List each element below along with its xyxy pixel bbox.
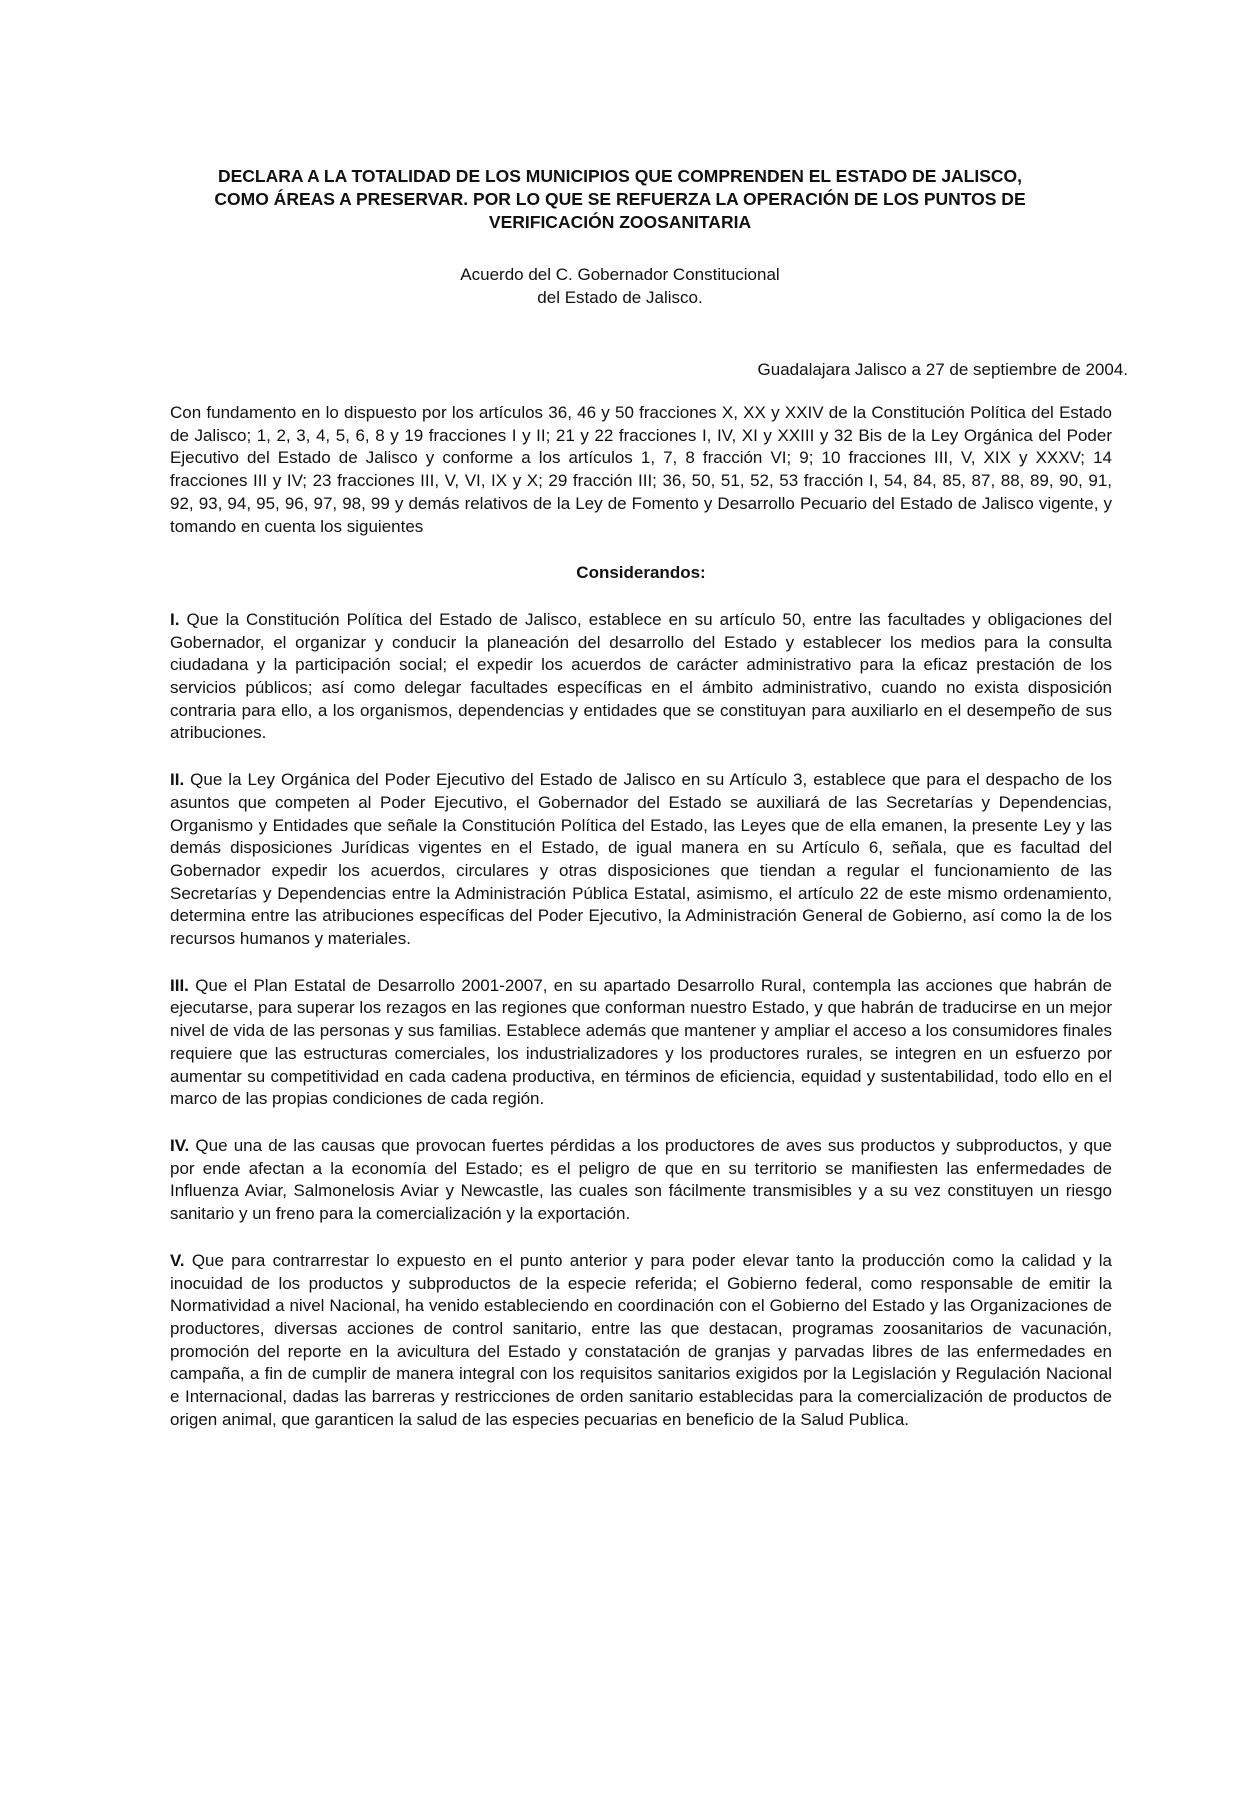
intro-paragraph: Con fundamento en lo dispuesto por los artículos 36, 46 y 50 fracciones X, XX y XXIV de la Constitución Política del Estado de Jalisco; 1, 2, 3, 4, 5, 6, 8 y 19 fracciones I y II; 21 y 22 fracciones I, IV, XI y XXIII y 32 Bis de la Ley Orgánica del Poder Ejecutivo del Estado de Jalisco y conforme a los artículos 1, 7, 8 fracción VI; 9; 10 fracciones III, V, XIX y XXXV; 14 fracciones III y IV; 23 fracciones III, V, VI, IX y X; 29 fracción III; 36, 50, 51, 52, 53 fracción I, 54, 84, 85, 87, 88, 89, 90, 91, 92, 93, 94, 95, 96, 97, 98, 99 y demás relativos de la Ley de Fomento y Desarrollo Pecuario del Estado de Jalisco vigente, y tomando en cuenta los siguientes xyxy=(170,403,1112,536)
section-paragraph xyxy=(170,1250,1112,1432)
subtitle-line-1: Acuerdo del C. Gobernador Constitucional xyxy=(460,265,780,284)
section-paragraph xyxy=(170,609,1112,745)
section-paragraph xyxy=(170,1135,1112,1226)
section-text: Que una de las causas que provocan fuertes pérdidas a los productores de aves sus productos y subproductos, y que por ende afectan a la economía del Estado; es el peligro de que en su territorio se manifiesten las enfermedades de Influenza Aviar, Salmonelosis Aviar y Newcastle, las cuales son fácilmente transmisibles y a su vez constituyen un riesgo sanitario y un freno para la comercialización y la exportación. xyxy=(170,1135,1112,1224)
section-number: V. xyxy=(170,1250,185,1270)
document-subtitle xyxy=(150,263,1090,309)
section-paragraph xyxy=(170,769,1112,951)
section-number: IV. xyxy=(170,1135,190,1155)
section-text: Que el Plan Estatal de Desarrollo 2001-2007, en su apartado Desarrollo Rural, contempla las acciones que habrán de ejecutarse, para superar los rezagos en las regiones que conforman nuestro Estado, y que habrán de traducirse en un mejor nivel de vida de las personas y sus familias. Establece además que mantener y ampliar el acceso a los consumidores finales requiere que las estructuras comerciales, los industrializadores y los productores rurales, se integren en un esfuerzo por aumentar su competitividad en cada cadena productiva, en términos de eficiencia, equidad y sustentabilidad, todo ello en el marco de las propias condiciones de cada región. xyxy=(170,975,1112,1109)
section-number: III. xyxy=(170,975,189,995)
section-number: I. xyxy=(170,609,180,629)
dateline: Guadalajara Jalisco a 27 de septiembre de 2004. xyxy=(757,360,1128,379)
title-line-1: DECLARA A LA TOTALIDAD DE LOS MUNICIPIOS QUE COMPRENDEN EL ESTADO DE JALISCO, xyxy=(217,166,1023,186)
subtitle-line-2: del Estado de Jalisco. xyxy=(537,288,703,307)
document-title xyxy=(150,165,1090,234)
title-line-2: COMO ÁREAS A PRESERVAR. POR LO QUE SE REFUERZA LA OPERACIÓN DE LOS PUNTOS DE xyxy=(214,189,1026,209)
considerandos-heading: Considerandos: xyxy=(576,563,706,583)
section-paragraph xyxy=(170,975,1112,1111)
section-text: Que la Ley Orgánica del Poder Ejecutivo del Estado de Jalisco en su Artículo 3, establece que para el despacho de los asuntos que competen al Poder Ejecutivo, el Gobernador del Estado se auxiliará de las Secretarías y Dependencias, Organismo y Entidades que señale la Constitución Política del Estado, las Leyes que de ella emanen, la presente Ley y las demás disposiciones Jurídicas vigentes en el Estado, de igual manera en su Artículo 6, señala, que es facultad del Gobernador expedir los acuerdos, circulares y otras disposiciones que tiendan a regular el funcionamiento de las Secretarías y Dependencias entre la Administración Pública Estatal, asimismo, el artículo 22 de este mismo ordenamiento, determina entre las atribuciones específicas del Poder Ejecutivo, la Administración General de Gobierno, así como la de los recursos humanos y materiales. xyxy=(170,770,1112,949)
document-body xyxy=(170,402,1112,1431)
title-line-3: VERIFICACIÓN ZOOSANITARIA xyxy=(488,212,752,232)
section-text: Que para contrarrestar lo expuesto en el punto anterior y para poder elevar tanto la producción como la calidad y la inocuidad de los productos y subproductos de la especie referida; el Gobierno federal, como responsable de emitir la Normatividad a nivel Nacional, ha venido estableciendo en coordinación con el Gobierno del Estado y las Organizaciones de productores, diversas acciones de control sanitario, entre las que destacan, programas zoosanitarios de vacunación, promoción del reporte en la avicultura del Estado y constatación de granjas y parvadas libres de las enfermedades en campaña, a fin de cumplir de manera integral con los requisitos sanitarios exigidos por la Legislación y Regulación Nacional e Internacional, dadas las barreras y restricciones de orden sanitario establecidas para la comercialización de productos de origen animal, que garanticen la salud de las especies pecuarias en beneficio de la Salud Publica. xyxy=(170,1250,1112,1429)
section-text: Que la Constitución Política del Estado de Jalisco, establece en su artículo 50, entre las facultades y obligaciones del Gobernador, el organizar y conducir la planeación del desarrollo del Estado y establecer los medios para la consulta ciudadana y la participación social; el expedir los acuerdos de carácter administrativo para la eficaz prestación de los servicios públicos; así como delegar facultades específicas en el ámbito administrativo, cuando no exista disposición contraria para ello, a los organismos, dependencias y entidades que se constituyan para auxiliarlo en el desempeño de sus atribuciones. xyxy=(170,609,1112,743)
section-number: II. xyxy=(170,770,185,790)
